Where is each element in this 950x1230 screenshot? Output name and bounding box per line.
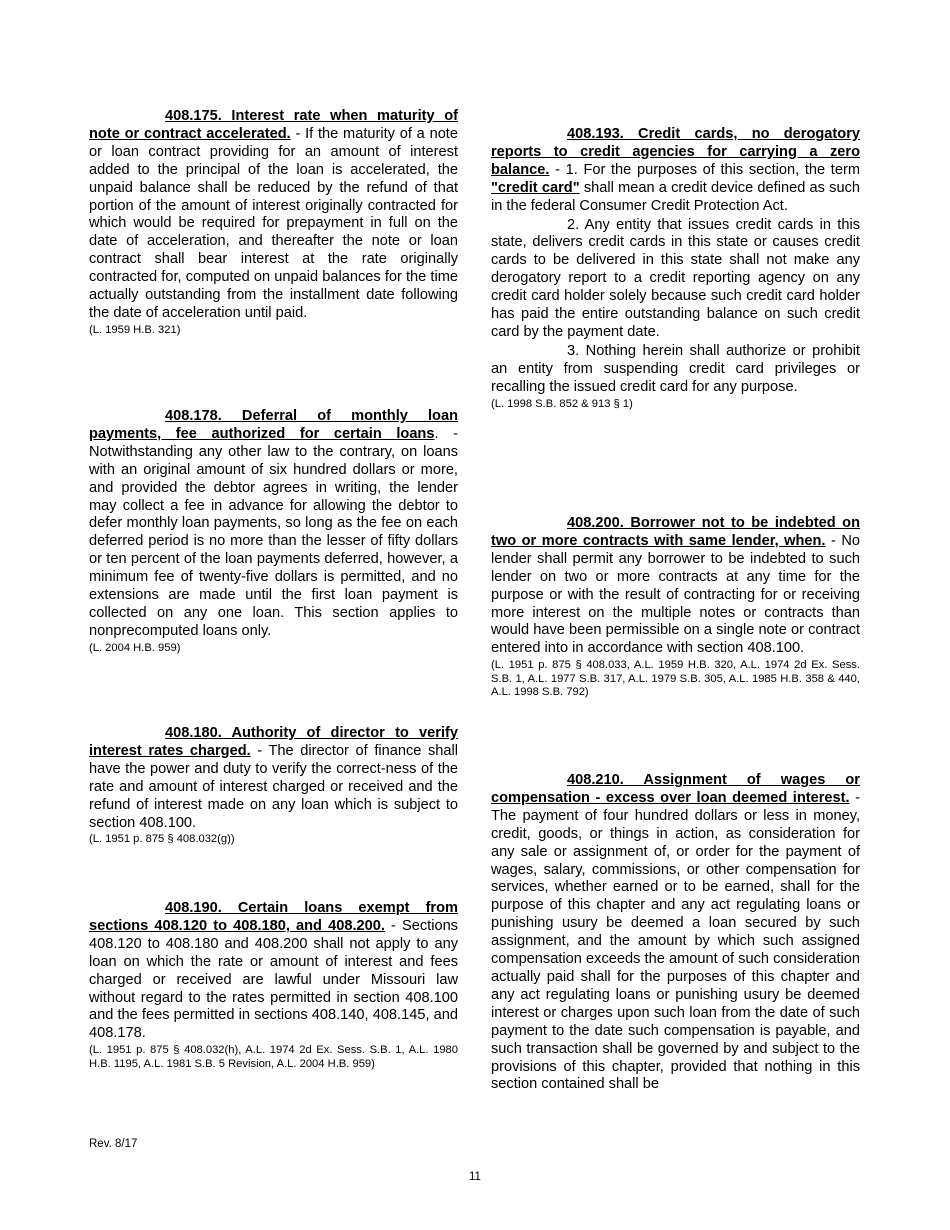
section-body (89, 725, 458, 832)
section-heading: 408.200. Borrower not to be indebted on two or more contracts with same lender, when. (491, 515, 860, 549)
section-408-180 (89, 725, 458, 847)
section-408-178 (89, 408, 458, 655)
section-body (491, 772, 860, 1094)
section-history: (L. 1951 p. 875 § 408.032(h), A.L. 1974 2d Ex. Sess. S.B. 1, A.L. 1980 H.B. 1195, A.L. 1981 S.B. 5 Revision, A.L. 2004 H.B. 959) (89, 1044, 458, 1070)
section-paragraph-3: 3. Nothing herein shall authorize or prohibit an entity from suspending credit card privileges or recalling the issued credit card for any purpose. (491, 342, 860, 395)
section-history: (L. 1951 p. 875 § 408.032(g)) (89, 833, 235, 846)
section-body (491, 126, 860, 216)
section-text: - If the maturity of a note or loan contract providing for an amount of interest added to the principal of the loan is accelerated, the unpaid balance shall be reduced by the refund of that portion of the amount of interest originally contracted for which would be required for prepayment in full on the date of acceleration, and thereafter the note or loan contract shall bear interest at the rate originally contracted for, computed on unpaid balances for the time actually outstanding from the installment date following the date of acceleration until paid. (89, 125, 458, 321)
section-408-193 (491, 126, 860, 411)
section-text: shall mean a credit device defined as such in the federal Consumer Credit Protection Act. (491, 179, 860, 214)
revision-label: Rev. 8/17 (89, 1138, 138, 1150)
section-408-175 (89, 108, 458, 337)
section-408-190 (89, 900, 458, 1071)
section-history: (L. 2004 H.B. 959) (89, 641, 181, 654)
section-408-210 (491, 772, 860, 1094)
section-text: - The director of finance shall have the power and duty to verify the correct-ness of the rate and amount of interest charged or received and the refund of interest made on any loan which is subject to section 408.100. (89, 742, 459, 831)
section-408-200 (491, 515, 860, 700)
defined-term: "credit card" (491, 179, 580, 196)
section-heading: 408.178. Deferral of monthly loan payments, fee authorized for certain loans (89, 408, 458, 442)
section-body (89, 408, 458, 641)
section-text: - Sections 408.120 to 408.180 and 408.200 shall not apply to any loan on which the rate or amount of interest and fees charged or received are lawful under Missouri law without regard to the rates permitted in section 408.100 and the fees permitted in sections 408.140, 408.145, and 408.178. (89, 917, 458, 1042)
section-paragraph-2: 2. Any entity that issues credit cards in this state, delivers credit cards in this state or causes credit cards to be delivered in this state shall not make any derogatory report to a credit reporting agency on any credit card holder solely because such credit card holder has paid the entire outstanding balance on such credit card by the payment date. (491, 216, 860, 340)
section-body (491, 515, 860, 658)
section-heading: 408.193. Credit cards, no derogatory reports to credit agencies for carrying a zero balance. (491, 126, 860, 178)
section-history: (L. 1959 H.B. 321) (89, 323, 181, 336)
section-heading: 408.210. Assignment of wages or compensation - excess over loan deemed interest. (491, 772, 860, 806)
section-text: . - Notwithstanding any other law to the contrary, on loans with an original amount of six hundred dollars or more, and provided the debtor agrees in writing, the lender may collect a fee in advance for allowing the debtor to defer monthly loan payments, so long as the fee on each deferred period is no more than the lesser of fifty dollars or ten percent of the loan payments deferred, however, a minimum fee of twenty-five dollars is permitted, and no extensions are made until the first loan payment is collected on any one loan. This section applies to nonprecomputed loans only. (89, 425, 458, 639)
section-text: - No lender shall permit any borrower to be indebted to such lender on two or more contracts at any time for the purpose or with the result of contracting for or receiving more interest on the multiple notes or contracts than would have been permissible on a single note or contract entered into in accordance with section 408.100. (491, 532, 860, 657)
section-heading: 408.175. Interest rate when maturity of note or contract accelerated. (89, 108, 458, 142)
section-heading: 408.190. Certain loans exempt from sections 408.120 to 408.180, and 408.200. (89, 900, 458, 934)
section-history: (L. 1998 S.B. 852 & 913 § 1) (491, 397, 633, 410)
section-history: (L. 1951 p. 875 § 408.033, A.L. 1959 H.B. 320, A.L. 1974 2d Ex. Sess. S.B. 1, A.L. 1977 S.B. 317, A.L. 1979 S.B. 305, A.L. 1985 H.B. 358 & 440, A.L. 1998 S.B. 792) (491, 659, 860, 699)
section-text: - 1. For the purposes of this section, the term (549, 161, 860, 178)
page-number: 11 (469, 1171, 481, 1183)
section-heading: 408.180. Authority of director to verify interest rates charged. (89, 725, 458, 759)
section-body (89, 900, 458, 1043)
section-text: - The payment of four hundred dollars or less in money, credit, goods, or things in action, as consideration for any sale or assignment of, or order for the payment of wages, salary, commissions, or other compensation for services, whether earned or to be earned, shall for the purpose of this chapter and any act regulating loans or punishing usury be deemed a loan secured by such assignment, and the amount by which such assigned compensation exceeds the amount of such consideration actually paid shall for the purposes of this chapter and any act regulating loans or punishing usury be deemed interest or charges upon such loan from the date of such payment to the date such compensation is payable, and such transaction shall be governed by and subject to the provisions of this chapter, provided that nothing in this section contained shall be (491, 789, 860, 1093)
section-body (89, 108, 458, 323)
